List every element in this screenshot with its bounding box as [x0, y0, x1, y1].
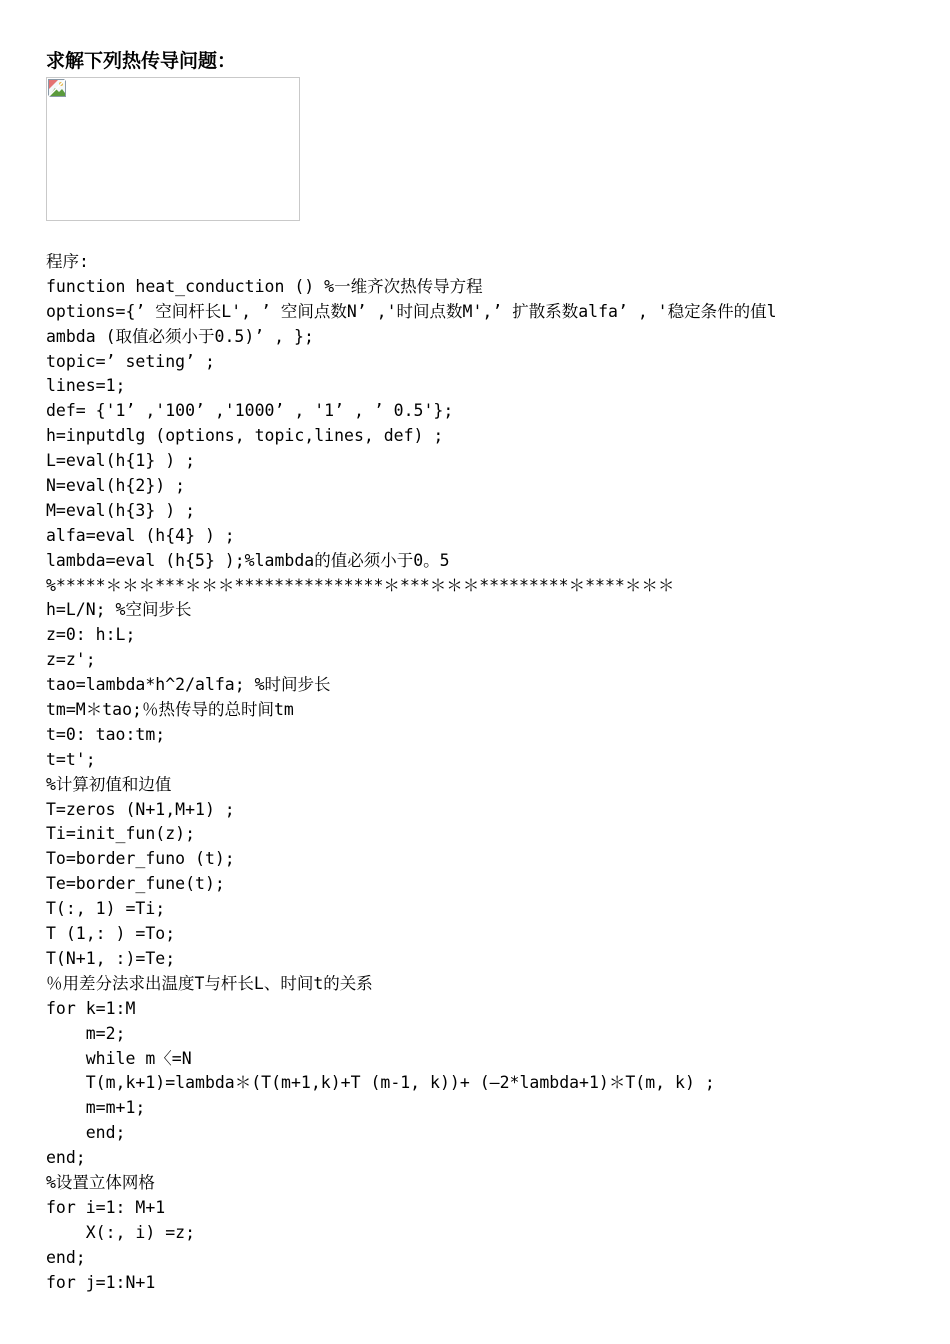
code-line: N=eval(h{2}) ; — [46, 476, 186, 496]
program-code-block — [46, 250, 916, 1295]
code-line: z=0: h:L; — [46, 625, 136, 645]
code-line: %计算初值和边值 — [46, 774, 172, 794]
document-page — [46, 48, 916, 1295]
code-line: ％用差分法求出温度T与杆长L、时间t的关系 — [46, 973, 373, 993]
broken-image-icon — [48, 79, 66, 97]
code-line: for i=1: M+1 — [46, 1197, 166, 1217]
code-line: end; — [46, 1148, 86, 1168]
code-line: h=inputdlg (options, topic,lines, def) ; — [46, 426, 444, 446]
code-line: topic=’ seting’ ; — [46, 351, 215, 371]
code-line: Te=border_fune(t); — [46, 874, 225, 894]
problem-figure-placeholder — [46, 77, 300, 221]
code-line: lines=1; — [46, 376, 126, 396]
code-line: L=eval(h{1} ) ; — [46, 451, 196, 471]
code-line: t=t'; — [46, 749, 96, 769]
code-line: end; — [46, 1247, 86, 1267]
code-line: T=zeros (N+1,M+1) ; — [46, 799, 235, 819]
code-line: %设置立体网格 — [46, 1172, 155, 1192]
code-line: while m〈=N — [46, 1048, 192, 1068]
code-line: t=0: tao:tm; — [46, 724, 166, 744]
code-line: for k=1:M — [46, 998, 136, 1018]
code-line: X(:, i) =z; — [46, 1222, 196, 1242]
code-line: z=z'; — [46, 650, 96, 670]
code-line: h=L/N; %空间步长 — [46, 600, 192, 620]
code-line: tao=lambda*h^2/alfa; %时间步长 — [46, 675, 331, 695]
code-line: T(N+1, :)=Te; — [46, 948, 176, 968]
code-line: M=eval(h{3} ) ; — [46, 500, 196, 520]
code-line: function heat_conduction () %一维齐次热传导方程 — [46, 276, 483, 296]
code-line: m=2; — [46, 1023, 126, 1043]
code-line: ambda (取值必须小于0.5)’ , }; — [46, 326, 314, 346]
code-line: 程序: — [46, 252, 89, 271]
code-line: def= {'1’ ,'100’ ,'1000’ , '1’ , ’ 0.5'}; — [46, 401, 454, 421]
code-line: lambda=eval (h{5} );%lambda的值必须小于0。5 — [46, 550, 450, 570]
code-line: T (1,: ) =To; — [46, 924, 176, 944]
code-line: T(m,k+1)=lambda＊(T(m+1,k)+T (m-1, k))+ (—2*lambda+1)＊T(m, k) ; — [46, 1073, 715, 1093]
code-line: m=m+1; — [46, 1098, 146, 1118]
code-line: alfa=eval (h{4} ) ; — [46, 525, 235, 545]
code-line: end; — [46, 1123, 126, 1143]
code-line: for j=1:N+1 — [46, 1272, 156, 1292]
code-line: %*****＊＊＊***＊＊＊***************＊***＊＊＊*********＊****＊＊＊ — [46, 575, 675, 595]
code-line: To=border_funo (t); — [46, 849, 235, 869]
problem-heading: 求解下列热传导问题： — [46, 50, 237, 72]
code-line: tm=M＊tao;％热传导的总时间tm — [46, 700, 294, 720]
code-line: options={’ 空间杆长L', ’ 空间点数N’ ,'时间点数M',’ 扩散系数alfa’ , '稳定条件的值l — [46, 301, 777, 321]
code-line: T(:, 1) =Ti; — [46, 899, 166, 919]
code-line: Ti=init_fun(z); — [46, 824, 196, 844]
